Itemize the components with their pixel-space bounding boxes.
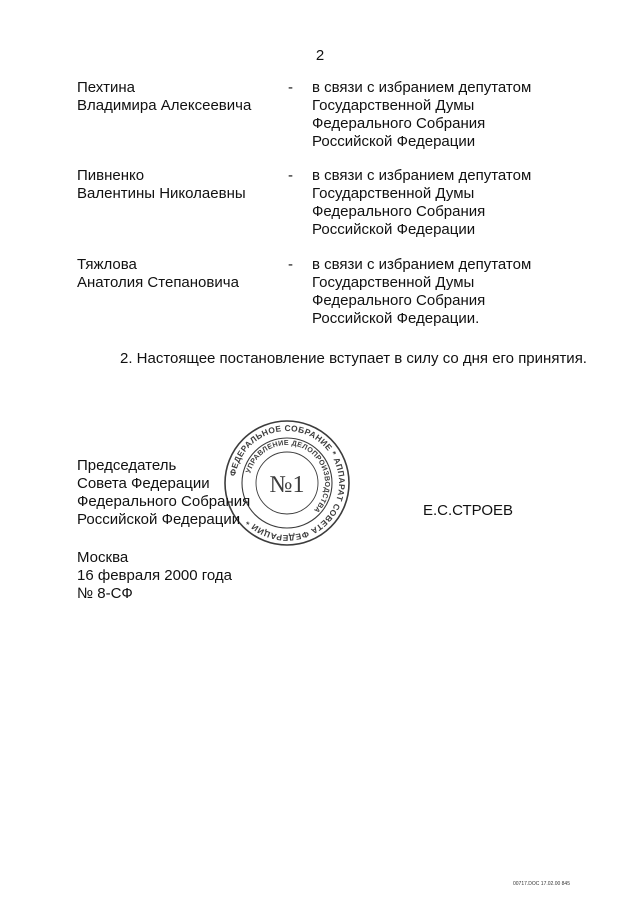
place-date-block [77, 549, 232, 603]
effective-date-paragraph: 2. Настоящее постановление вступает в силу со дня его принятия. [120, 350, 587, 367]
name-line: Пивненко [77, 167, 145, 184]
seal-outer-text: ФЕДЕРАЛЬНОЕ СОБРАНИЕ * АППАРАТ СОВЕТА ФЕДЕРАЦИИ * [227, 422, 348, 544]
reason-line: в связи с избранием депутатом [312, 79, 532, 96]
reason-line: в связи с избранием депутатом [312, 256, 532, 273]
entry-reason [312, 167, 592, 239]
reason-line: Российской Федерации [312, 133, 476, 150]
signature-title-line: Российской Федерации [77, 511, 241, 528]
signer-name: Е.С.СТРОЕВ [423, 502, 514, 519]
reason-line: в связи с избранием депутатом [312, 167, 532, 184]
entry-reason [312, 256, 592, 328]
footer-file-code: 00717.DOC 17.02.00 845 [513, 881, 570, 887]
signature-title-line: Федерального Собрания [77, 493, 251, 510]
date: 16 февраля 2000 года [77, 567, 233, 584]
reason-line: Государственной Думы [312, 185, 475, 202]
entry-dash: - [288, 256, 293, 273]
entry-name [77, 256, 287, 292]
name-line: Пехтина [77, 79, 136, 96]
reason-line: Федерального Собрания [312, 203, 486, 220]
reason-line: Российской Федерации. [312, 310, 480, 327]
reason-line: Российской Федерации [312, 221, 476, 238]
reason-line: Федерального Собрания [312, 115, 486, 132]
seal-inner-text: УПРАВЛЕНИЕ ДЕЛОПРОИЗВОДСТВА [243, 437, 333, 515]
entry-name [77, 167, 287, 203]
seal-number: №1 [269, 472, 305, 498]
name-line: Валентины Николаевны [77, 185, 246, 202]
entry-name [77, 79, 287, 115]
name-line: Тяжлова [77, 256, 137, 273]
reason-line: Государственной Думы [312, 274, 475, 291]
signature-title-line: Председатель [77, 457, 177, 474]
entry-dash: - [288, 167, 293, 184]
signature-title-line: Совета Федерации [77, 475, 210, 492]
signature-title [77, 457, 277, 529]
reason-line: Федерального Собрания [312, 292, 486, 309]
document-number: № 8-СФ [77, 585, 133, 602]
page-number: 2 [315, 47, 325, 64]
reason-line: Государственной Думы [312, 97, 475, 114]
place: Москва [77, 549, 129, 566]
name-line: Анатолия Степановича [77, 274, 239, 291]
name-line: Владимира Алексеевича [77, 97, 252, 114]
entry-reason [312, 79, 592, 151]
entry-dash: - [288, 79, 293, 96]
